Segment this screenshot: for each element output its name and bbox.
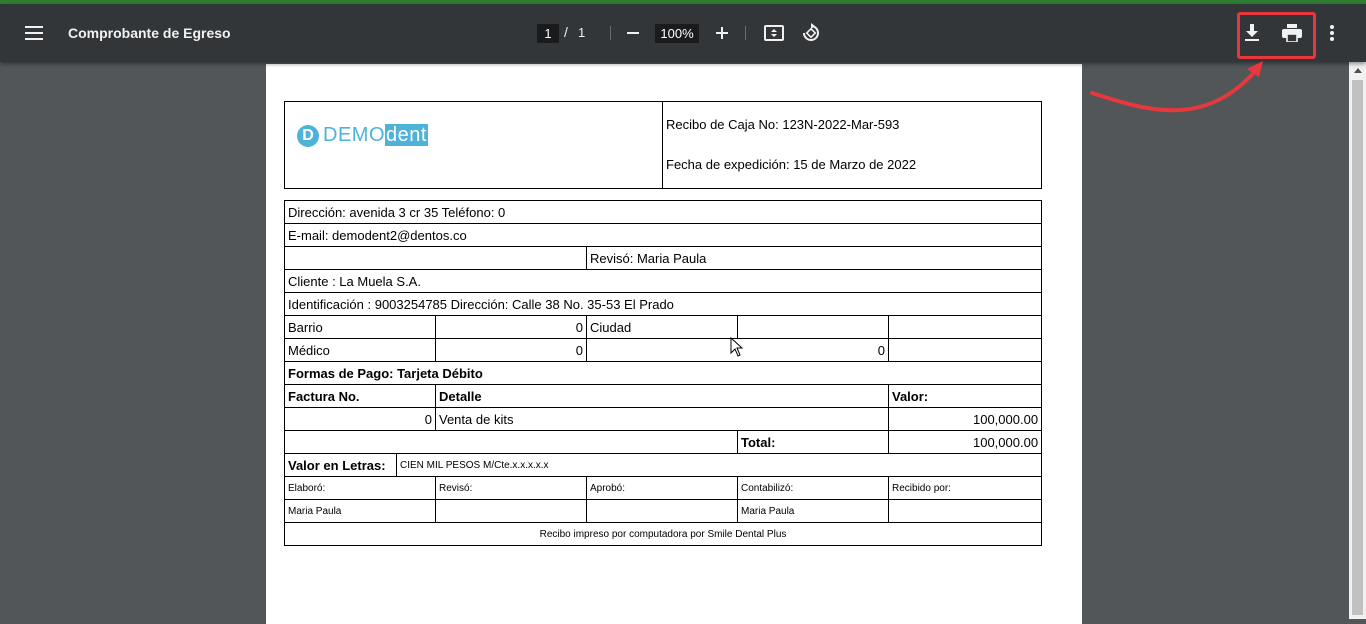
pdf-page [266, 64, 1082, 624]
ciudad-value [738, 316, 889, 339]
receipt-number: Recibo de Caja No: 123N-2022-Mar-593 [666, 117, 900, 132]
col-valor: Valor: [889, 385, 1042, 408]
row-detalle: Venta de kits [436, 408, 889, 431]
zoom-in-icon[interactable] [711, 22, 733, 44]
receipt-date: Fecha de expedición: 15 de Marzo de 2022 [666, 157, 917, 172]
row-valor: 100,000.00 [889, 408, 1042, 431]
vertical-scrollbar[interactable] [1349, 62, 1366, 619]
medico-label: Médico [285, 339, 436, 362]
empty-cell [889, 500, 1042, 523]
zoom-out-icon[interactable] [622, 22, 644, 44]
annotation-arrow [1085, 55, 1275, 125]
page-total: 1 [578, 25, 586, 40]
toolbar-divider [610, 26, 611, 40]
scroll-up-icon[interactable] [1349, 62, 1366, 79]
client-line: Cliente : La Muela S.A. [285, 270, 1042, 293]
pdf-toolbar [0, 4, 1366, 62]
page-number-input[interactable]: 1 [537, 24, 559, 43]
medico-value: 0 [436, 339, 587, 362]
valor-letras-value: CIEN MIL PESOS M/Cte.x.x.x.x.x [397, 454, 1042, 477]
sig-recibido: Recibido por: [889, 477, 1042, 500]
zoom-level-input[interactable]: 100% [655, 24, 699, 43]
empty-cell [889, 316, 1042, 339]
empty-cell [587, 500, 738, 523]
total-label: Total: [738, 431, 889, 454]
valor-letras-label: Valor en Letras: [285, 454, 397, 477]
receipt-footer: Recibo impreso por computadora por Smile Dental Plus [285, 523, 1042, 546]
barrio-label: Barrio [285, 316, 436, 339]
empty-cell [285, 431, 738, 454]
ciudad-label: Ciudad [587, 316, 738, 339]
empty-cell [436, 500, 587, 523]
scrollbar-thumb[interactable] [1352, 80, 1363, 615]
empty-cell [889, 339, 1042, 362]
demodent-logo [285, 102, 662, 147]
total-value: 100,000.00 [889, 431, 1042, 454]
col-factura: Factura No. [285, 385, 436, 408]
logo-cell [285, 102, 663, 189]
sig-contabilizo-name: Maria Paula [738, 500, 889, 523]
reviewed-by: Revisó: Maria Paula [587, 247, 1042, 270]
page-separator: / [564, 24, 568, 40]
fit-page-icon[interactable] [763, 22, 785, 44]
barrio-value: 0 [436, 316, 587, 339]
more-icon[interactable] [1322, 22, 1342, 44]
sig-elaboro-name: Maria Paula [285, 500, 436, 523]
toolbar-divider [745, 26, 746, 40]
email-line: E-mail: demodent2@dentos.co [285, 224, 1042, 247]
receipt-meta [663, 102, 1042, 189]
logo-dent: dent [386, 124, 427, 146]
receipt-header [284, 101, 1042, 189]
receipt-body [284, 200, 1042, 546]
sig-elaboro: Elaboró: [285, 477, 436, 500]
download-print-highlight [1237, 12, 1316, 59]
sig-contabilizo: Contabilizó: [738, 477, 889, 500]
logo-tooth-icon: D [297, 125, 319, 147]
address-line: Dirección: avenida 3 cr 35 Teléfono: 0 [285, 201, 1042, 224]
rotate-icon[interactable] [800, 22, 822, 44]
payment-method: Formas de Pago: Tarjeta Débito [285, 362, 1042, 385]
empty-cell [285, 247, 587, 270]
identification-line: Identificación : 9003254785 Dirección: Calle 38 No. 35-53 El Prado [285, 293, 1042, 316]
mouse-cursor-icon [730, 337, 744, 357]
logo-demo: DEMO [323, 124, 385, 146]
sig-aprobo: Aprobó: [587, 477, 738, 500]
menu-icon[interactable] [22, 22, 46, 44]
col-detalle: Detalle [436, 385, 889, 408]
medico-value-2: 0 [587, 339, 889, 362]
row-factura: 0 [285, 408, 436, 431]
document-title: Comprobante de Egreso [68, 25, 231, 41]
sig-reviso: Revisó: [436, 477, 587, 500]
